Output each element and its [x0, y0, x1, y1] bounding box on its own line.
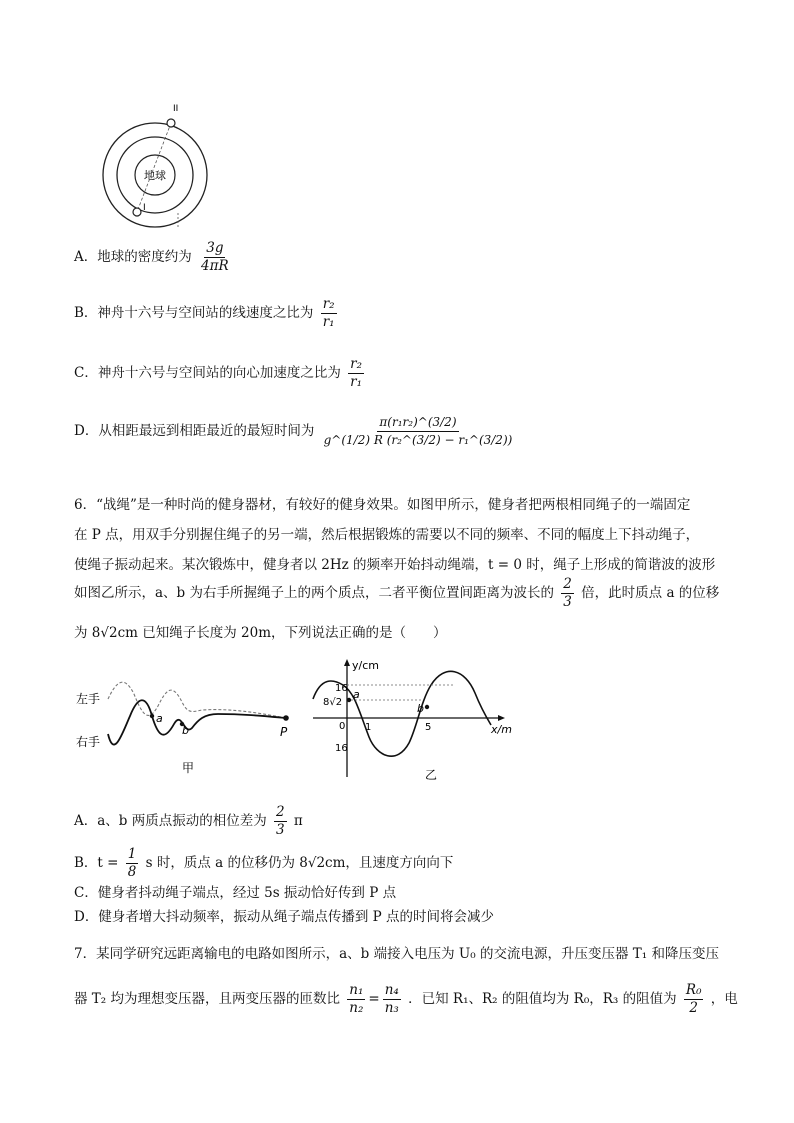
- point-a-dot: [150, 714, 154, 718]
- point-b-label: b: [417, 702, 424, 715]
- fraction: $\frac{3g}{4\pi R}$: [201, 240, 229, 274]
- caption-yi: 乙: [425, 768, 438, 782]
- fraction: $\frac{\text{R₀}}{2}$: [685, 982, 702, 1016]
- q7-line-2: 器 T₂ 均为理想变压器，且两变压器的匝数比 $\frac{\text{n₁}}{\text{n₂}}$ = $\frac{\text{n₄}}{\text{n₃}}$ ．已知 R₁、R₂ 的阻值均为 R₀，R₃ 的阻值为 $\frac{\text{R₀}}{2}$ ，电: [74, 982, 738, 1016]
- caption-jia: 甲: [182, 761, 195, 775]
- fraction: $\frac{\text{r₂}}{\text{r₁}}$: [350, 356, 363, 390]
- x-tick-5: 5: [425, 722, 432, 733]
- point-p-dot: [283, 715, 289, 721]
- left-hand-label: 左手: [76, 692, 101, 706]
- q5-option-a: A．地球的密度约为 $\frac{3g}{4\pi R}$: [74, 240, 229, 274]
- fraction: $\frac{1}{8}$: [127, 846, 137, 880]
- x-tick-1: 1: [365, 722, 372, 733]
- right-hand-label: 右手: [76, 735, 101, 749]
- y-axis-label: y/cm: [352, 659, 379, 672]
- q6-option-a: A．a、b 两质点振动的相位差为 $\frac{2}{3}$ π: [74, 804, 303, 838]
- station-ii: [167, 119, 175, 127]
- shenzhou-i: [133, 208, 141, 216]
- q5-option-d: D．从相距最远到相距最近的最短时间为 $\frac{\text{π(r₁r₂)\textasciicircum{}(3/2)}}{\text{g\textasciicircum{}(1/2) R (r₂\textasciicircum{}(3/2) − r₁\textasciicircum{}(3/2))}}$: [74, 415, 513, 447]
- q6-option-c: C．健身者抖动绳子端点，经过 5s 振动恰好传到 P 点: [74, 885, 397, 901]
- figure-jia: [74, 664, 304, 779]
- y-tick-8root2: 8√2: [323, 697, 343, 708]
- q5-option-b: B．神舟十六号与空间站的线速度之比为 $\frac{\text{r₂}}{\text{r₁}}$: [74, 296, 335, 330]
- fraction: $\frac{2}{3}$: [563, 576, 572, 610]
- q5-option-c: C．神舟十六号与空间站的向心加速度之比为 $\frac{\text{r₂}}{\text{r₁}}$: [74, 356, 363, 390]
- y-tick-16-top: 16: [335, 683, 348, 694]
- label-ii: II: [173, 104, 179, 114]
- q6-line-5: 为 8√2cm 已知绳子长度为 20m，下列说法正确的是（ ）: [74, 625, 447, 641]
- connecting-dashed-line: [137, 123, 171, 212]
- figure-yi: [305, 655, 515, 785]
- origin-label: 0: [339, 721, 346, 732]
- right-rope: [108, 700, 286, 744]
- x-axis-label: x/m: [491, 723, 512, 736]
- point-a-dot: [347, 698, 351, 702]
- orbit-figure: [95, 95, 220, 230]
- q7-line-1: 7．某同学研究远距离输电的电路如图所示，a、b 端接入电压为 U₀ 的交流电源，升压变压器 T₁ 和降压变压: [74, 946, 719, 962]
- point-b-dot: [425, 705, 429, 709]
- x-axis-arrow: [498, 715, 505, 721]
- fraction: $\frac{\text{n₁}}{\text{n₂}}$: [349, 982, 364, 1016]
- fraction: $\frac{2}{3}$: [276, 804, 285, 838]
- point-p-label: P: [280, 725, 288, 739]
- q6-option-d: D．健身者增大抖动频率，振动从绳子端点传播到 P 点的时间将会减少: [74, 909, 494, 925]
- q6-line-2: 在 P 点，用双手分别握住绳子的另一端，然后根据锻炼的需要以不同的频率、不同的幅度上下抖动绳子，: [74, 527, 700, 543]
- q6-line-1: 6．“战绳”是一种时尚的健身器材，有较好的健身效果。如图甲所示，健身者把两根相同绳子的一端固定: [74, 497, 691, 513]
- fraction: $\frac{\text{π(r₁r₂)\textasciicircum{}(3/2)}}{\text{g\textasciicircum{}(1/2) R (r₂\textasciicircum{}(3/2) − r₁\textasciicircum{}(3/2))}}$: [323, 415, 513, 447]
- q6-line-3: 使绳子振动起来。某次锻炼中，健身者以 2Hz 的频率开始抖动绳端，t = 0 时，绳子上形成的简谐波的波形: [74, 557, 716, 573]
- earth-label: 地球: [144, 169, 166, 182]
- q6-option-b: B．t = $\frac{1}{8}$ s 时，质点 a 的位移仍为 8√2cm，且速度方向向下: [74, 846, 454, 880]
- y-axis-arrow: [344, 659, 350, 666]
- fraction: $\frac{\text{r₂}}{\text{r₁}}$: [322, 296, 335, 330]
- point-a-label: a: [156, 712, 163, 725]
- point-b-label: b: [182, 724, 189, 737]
- fraction: $\frac{\text{n₄}}{\text{n₃}}$: [384, 982, 399, 1016]
- y-tick-16-bottom: 16: [335, 743, 348, 754]
- left-rope: [108, 682, 286, 718]
- label-i: I: [143, 203, 146, 213]
- q6-line-4: 如图乙所示，a、b 为右手所握绳子上的两个质点，二者平衡位置间距离为波长的 $\frac{2}{3}$ 倍，此时质点 a 的位移: [74, 576, 720, 610]
- point-a-label: a: [353, 688, 360, 701]
